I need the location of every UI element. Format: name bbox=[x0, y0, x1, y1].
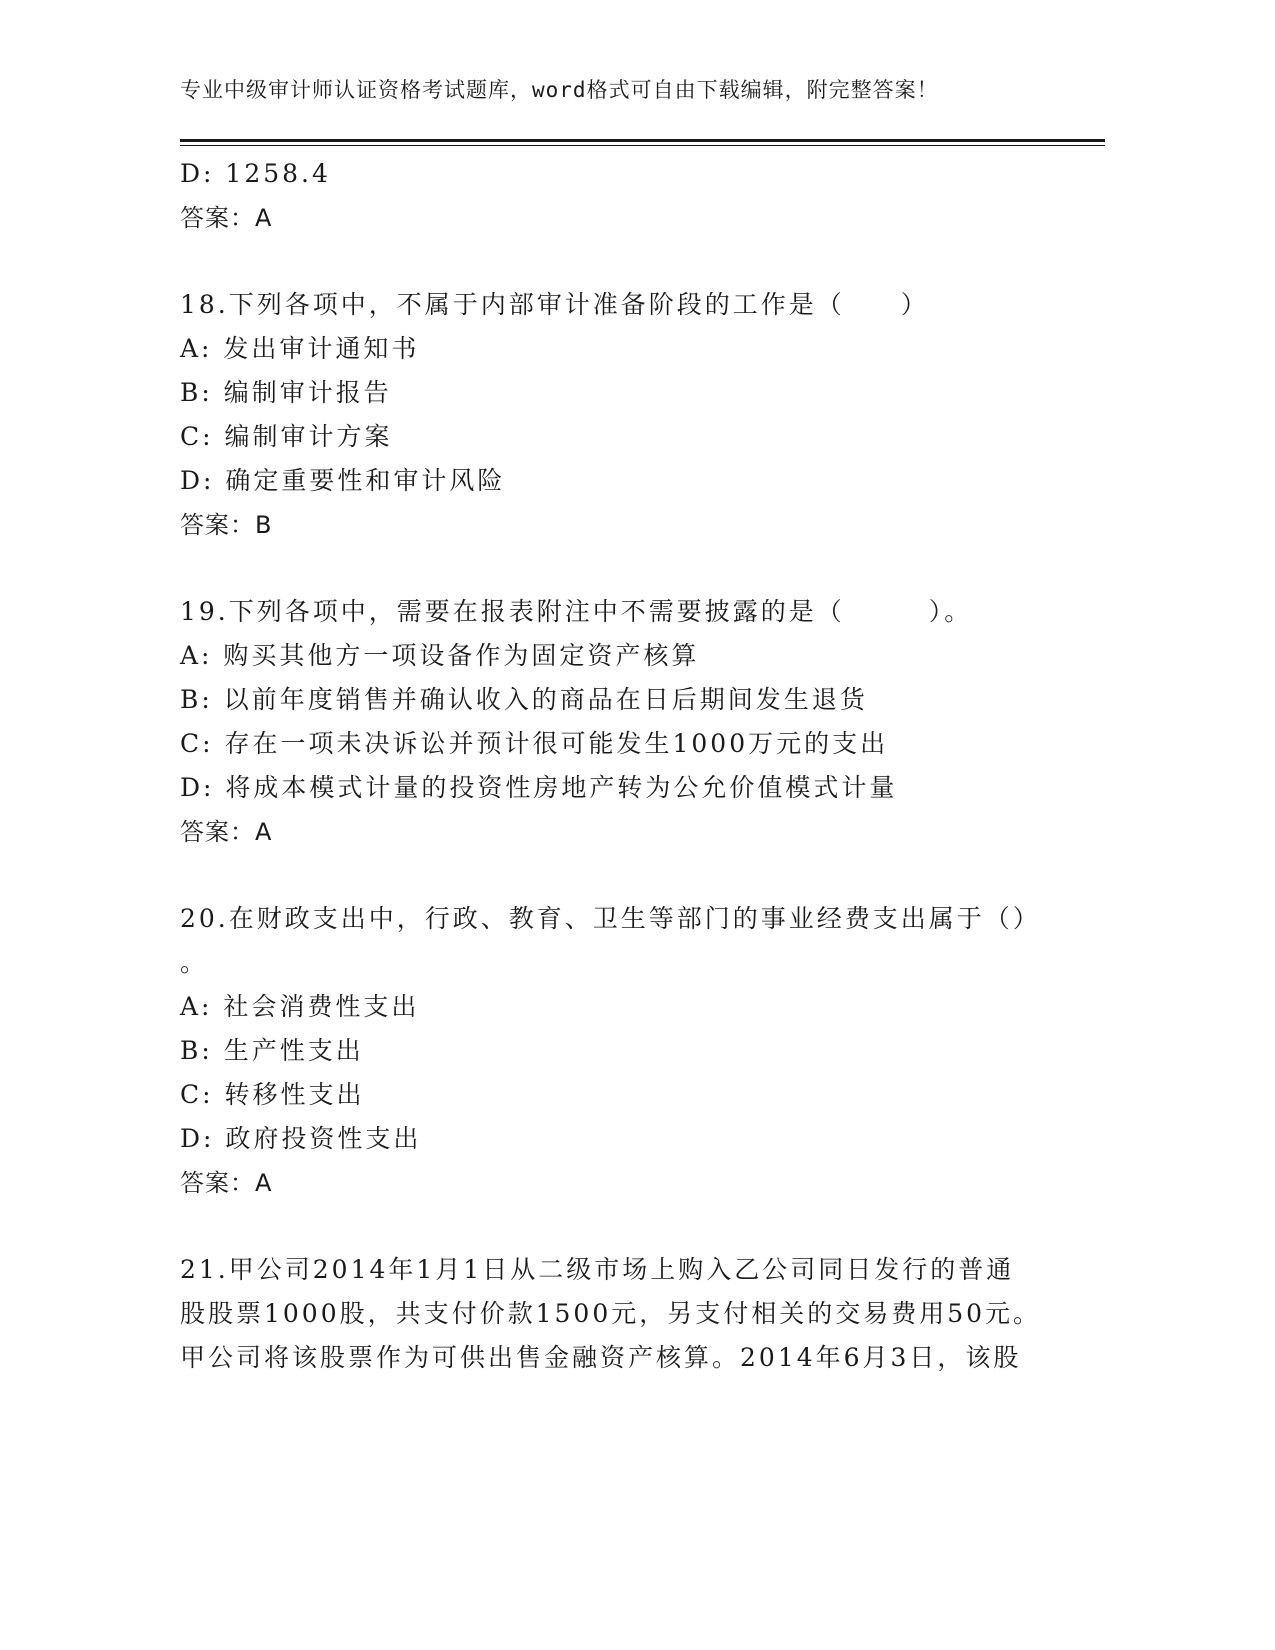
question-18 bbox=[180, 283, 1040, 547]
question-20 bbox=[180, 897, 1040, 1205]
answer: 答案：A bbox=[180, 1169, 273, 1197]
option-a: A: 发出审计通知书 bbox=[180, 334, 420, 363]
option-d: D: 政府投资性支出 bbox=[180, 1124, 422, 1153]
header-rule-thin bbox=[180, 145, 1105, 146]
option-a: A: 社会消费性支出 bbox=[180, 992, 420, 1021]
question-stem: 18.下列各项中，不属于内部审计准备阶段的工作是（ ） bbox=[180, 290, 929, 319]
answer: 答案：A bbox=[180, 204, 273, 232]
spacer bbox=[180, 547, 1040, 590]
option-b: B: 以前年度销售并确认收入的商品在日后期间发生退货 bbox=[180, 685, 868, 714]
answer: 答案：B bbox=[180, 511, 273, 539]
header-text: 专业中级审计师认证资格考试题库，word格式可自由下载编辑，附完整答案！ bbox=[180, 78, 939, 102]
question-stem: 21.甲公司2014年1月1日从二级市场上购入乙公司同日发行的普通 bbox=[180, 1255, 1015, 1284]
answer: 答案：A bbox=[180, 818, 273, 846]
question-stem-continued: 。 bbox=[180, 948, 209, 977]
question-19 bbox=[180, 590, 1040, 854]
option-d: D: 确定重要性和审计风险 bbox=[180, 466, 506, 495]
option-c: C: 编制审计方案 bbox=[180, 422, 393, 451]
continued-question bbox=[180, 152, 1040, 240]
option-c: C: 转移性支出 bbox=[180, 1080, 365, 1109]
option-b: B: 生产性支出 bbox=[180, 1036, 364, 1065]
option-a: A: 购买其他方一项设备作为固定资产核算 bbox=[180, 641, 700, 670]
question-content bbox=[180, 152, 1040, 1380]
question-stem: 19.下列各项中，需要在报表附注中不需要披露的是（ ）。 bbox=[180, 597, 973, 626]
question-stem-continued: 甲公司将该股票作为可供出售金融资产核算。2014年6月3日，该股 bbox=[180, 1343, 1022, 1372]
option-d: D: 将成本模式计量的投资性房地产转为公允价值模式计量 bbox=[180, 773, 898, 802]
option-d: D: 1258.4 bbox=[180, 159, 331, 188]
option-b: B: 编制审计报告 bbox=[180, 378, 392, 407]
spacer bbox=[180, 240, 1040, 283]
option-c: C: 存在一项未决诉讼并预计很可能发生1000万元的支出 bbox=[180, 729, 889, 758]
header-rule bbox=[180, 139, 1105, 142]
question-21 bbox=[180, 1248, 1040, 1380]
spacer bbox=[180, 1205, 1040, 1248]
spacer bbox=[180, 854, 1040, 897]
question-stem-continued: 股股票1000股，共支付价款1500元，另支付相关的交易费用50元。 bbox=[180, 1299, 1042, 1328]
question-stem: 20.在财政支出中，行政、教育、卫生等部门的事业经费支出属于（） bbox=[180, 904, 1041, 933]
